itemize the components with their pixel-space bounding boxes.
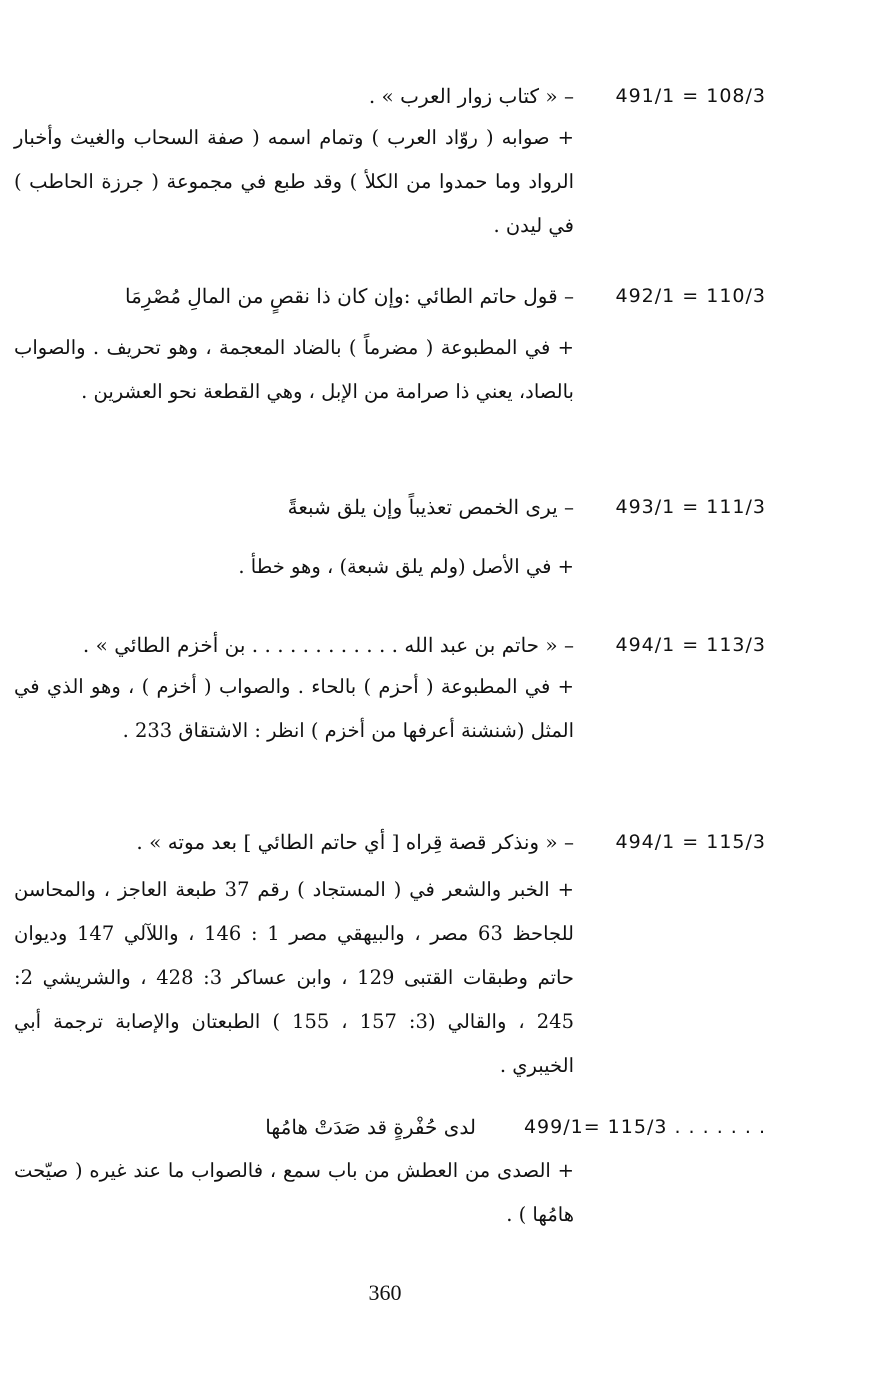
- entry-note: + الخبر والشعر في ( المستجاد ) رقم 37 طبعة العاجز ، والمحاسن للجاحظ 63 مصر ، والبيهقي مصر 1 : 146 ، واللآلي 147 وديوان حاتم وطبقات القتبى 129 ، وابن عساكر 3: 428 ، والشريشي 2: 245 ، والقالي (3: 157 ، 155 ) الطبعتان والإصابة ترجمة أبي الخيبري .: [14, 878, 574, 1077]
- reference-number: 494/1 = 115/3: [615, 831, 766, 853]
- verse-line: لدى حُفْرةٍ قد صَدَتْ هامُها: [265, 1115, 476, 1139]
- reference-number: 492/1 = 110/3: [615, 285, 766, 307]
- entry-heading: – « ونذكر قصة قِراه [ أي حاتم الطائي ] بعد موته » .: [136, 830, 574, 854]
- page-number: 360: [368, 1280, 402, 1305]
- entry-note: + في الأصل (ولم يلق شبعة) ، وهو خطأ .: [238, 555, 574, 578]
- reference-number: 491/1 = 108/3: [615, 85, 766, 107]
- entry-heading: – يرى الخمص تعذيباً وإن يلق شبعةً: [287, 495, 574, 519]
- entry-heading: – « حاتم بن عبد الله . . . . . . . . . . . . بن أخزم الطائي » .: [82, 633, 574, 657]
- entry-note: + في المطبوعة ( أحزم ) بالحاء . والصواب ( أخزم ) ، وهو الذي في المثل (شنشنة أعرفها من أخزم ) انظر : الاشتقاق 233 .: [14, 675, 574, 742]
- entry-note: + صوابه ( روّاد العرب ) وتمام اسمه ( صفة السحاب والغيث وأخبار الرواد وما حمدوا من الكلأ ) وقد طبع في مجموعة ( جرزة الحاطب ) في ليدن .: [14, 126, 574, 237]
- entry-heading: – « كتاب زوار العرب » .: [368, 84, 574, 108]
- reference-number: 493/1 = 111/3: [615, 496, 766, 518]
- entry-note: + الصدى من العطش من باب سمع ، فالصواب ما عند غيره ( صيّحت هامُها ) .: [14, 1159, 574, 1226]
- reference-number: 494/1 = 113/3: [615, 634, 766, 656]
- reference-number: 499/1= 115/3 . . . . . . .: [523, 1116, 766, 1138]
- entry-heading: – قول حاتم الطائي :وإن كان ذا نقصٍ من المالِ مُصْرِمَا: [125, 284, 574, 308]
- entry-note: + في المطبوعة ( مضرماً ) بالضاد المعجمة ، وهو تحريف . والصواب بالصاد، يعني ذا صرامة من الإبل ، وهي القطعة نحو العشرين .: [14, 336, 574, 403]
